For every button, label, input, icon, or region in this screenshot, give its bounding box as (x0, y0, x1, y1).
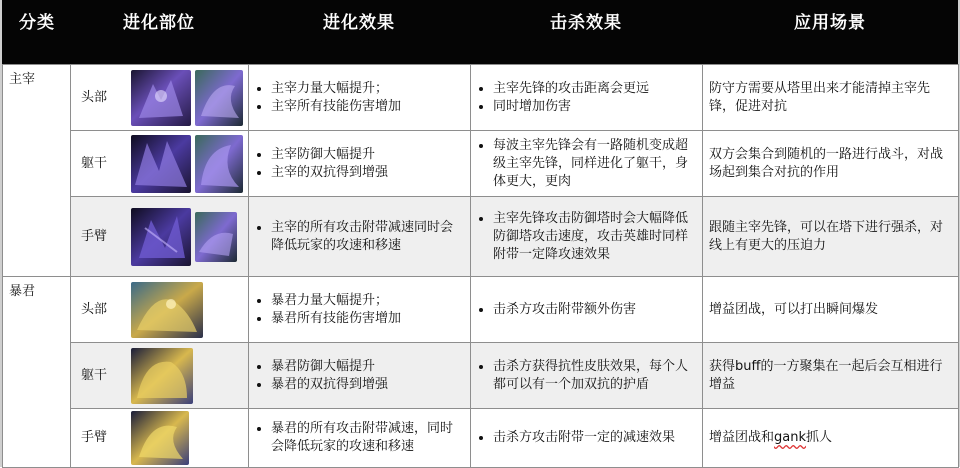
kill-item: • 击杀方攻击附带额外伤害 (493, 301, 696, 319)
header-scene: 应用场景 (794, 13, 866, 33)
effect-item: • 暴君的所有攻击附带减速，同时会降低玩家的攻速和移速 (271, 420, 464, 456)
table-row (3, 343, 959, 409)
effect-item: • 主宰防御大幅提升 (271, 146, 464, 164)
effect-cell (249, 277, 471, 343)
header-part: 进化部位 (123, 13, 195, 33)
effect-item: • 暴君的双抗得到增强 (271, 376, 464, 394)
part-label: 手臂 (81, 430, 108, 445)
scene-cell: 获得buff的一方聚集在一起后会互相进行增益 (703, 343, 959, 409)
effect-item: • 主宰力量大幅提升； (271, 80, 464, 98)
category-overlord: 主宰 (3, 65, 71, 277)
kill-cell (471, 277, 703, 343)
header-category: 分类 (19, 13, 55, 33)
kill-cell (471, 197, 703, 277)
part-cell (71, 131, 249, 197)
scene-cell: 双方会集合到随机的一路进行战斗，对战场起到集合对抗的作用 (703, 131, 959, 197)
effect-item: • 暴君防御大幅提升 (271, 358, 464, 376)
scene-cell: 增益团战，可以打出瞬间爆发 (703, 277, 959, 343)
effect-cell (249, 197, 471, 277)
effect-item: • 主宰所有技能伤害增加 (271, 98, 464, 116)
scene-cell (703, 409, 959, 468)
tyrant-head-thumbnail (131, 282, 203, 338)
table-row (3, 131, 959, 197)
table-row (3, 409, 959, 468)
scene-text: 抓人 (806, 430, 833, 445)
part-label: 躯干 (81, 367, 108, 383)
effect-item: • 主宰的双抗得到增强 (271, 164, 464, 182)
effect-item: • 暴君力量大幅提升； (271, 292, 464, 310)
effect-cell (249, 131, 471, 197)
table-row (3, 277, 959, 343)
kill-cell (471, 409, 703, 468)
evolution-table (2, 64, 959, 468)
overlord-arm-thumbnail (131, 208, 191, 266)
part-cell (71, 277, 249, 343)
overlord-body-thumbnail (131, 135, 191, 193)
scene-text: 增益团战和 (709, 430, 775, 445)
thumbnail-group (127, 411, 189, 465)
effect-cell (249, 409, 471, 468)
thumbnail-group (127, 135, 243, 193)
effect-item: • 暴君所有技能伤害增加 (271, 310, 464, 328)
kill-item: • 同时增加伤害 (493, 98, 696, 116)
kill-cell (471, 131, 703, 197)
part-label: 手臂 (81, 228, 108, 244)
part-cell (71, 197, 249, 277)
scene-cell: 跟随主宰先锋，可以在塔下进行强杀，对线上有更大的压迫力 (703, 197, 959, 277)
part-label: 头部 (81, 89, 108, 105)
effect-item: • 主宰的所有攻击附带减速同时会降低玩家的攻速和移速 (271, 219, 464, 255)
kill-item: • 主宰先锋的攻击距离会更远 (493, 80, 696, 98)
header-effect: 进化效果 (323, 13, 395, 33)
tyrant-arm-thumbnail (131, 411, 189, 465)
scene-gank-term: gank (774, 430, 807, 445)
kill-cell (471, 65, 703, 131)
overlord-arm-alt-thumbnail (195, 212, 237, 262)
kill-item: • 击杀方攻击附带一定的减速效果 (493, 429, 696, 447)
kill-cell (471, 343, 703, 409)
kill-item: • 每波主宰先锋会有一路随机变成超级主宰先锋，同样进化了躯干，身体更大，更肉 (493, 137, 696, 191)
part-label: 躯干 (81, 155, 108, 171)
table-row (3, 197, 959, 277)
thumbnail-group (127, 282, 203, 338)
scene-cell: 防守方需要从塔里出来才能清掉主宰先锋，促进对抗 (703, 65, 959, 131)
part-cell (71, 409, 249, 468)
table-header (2, 0, 958, 64)
kill-item: • 击杀方获得抗性皮肤效果，每个人都可以有一个加双抗的护盾 (493, 358, 696, 394)
overlord-body-alt-thumbnail (195, 135, 243, 193)
part-label: 头部 (81, 301, 108, 317)
kill-item: • 主宰先锋攻击防御塔时会大幅降低防御塔攻击速度，攻击英雄时同样附带一定降攻速效果 (493, 210, 696, 264)
thumbnail-group (127, 70, 243, 126)
part-cell (71, 343, 249, 409)
header-kill: 击杀效果 (550, 13, 622, 33)
thumbnail-group (127, 348, 193, 404)
category-tyrant: 暴君 (3, 277, 71, 468)
part-cell (71, 65, 249, 131)
effect-cell (249, 343, 471, 409)
overlord-head-thumbnail (131, 70, 191, 126)
overlord-head-alt-thumbnail (195, 70, 243, 126)
table-row (3, 65, 959, 131)
tyrant-body-thumbnail (131, 348, 193, 404)
effect-cell (249, 65, 471, 131)
thumbnail-group (127, 208, 237, 266)
